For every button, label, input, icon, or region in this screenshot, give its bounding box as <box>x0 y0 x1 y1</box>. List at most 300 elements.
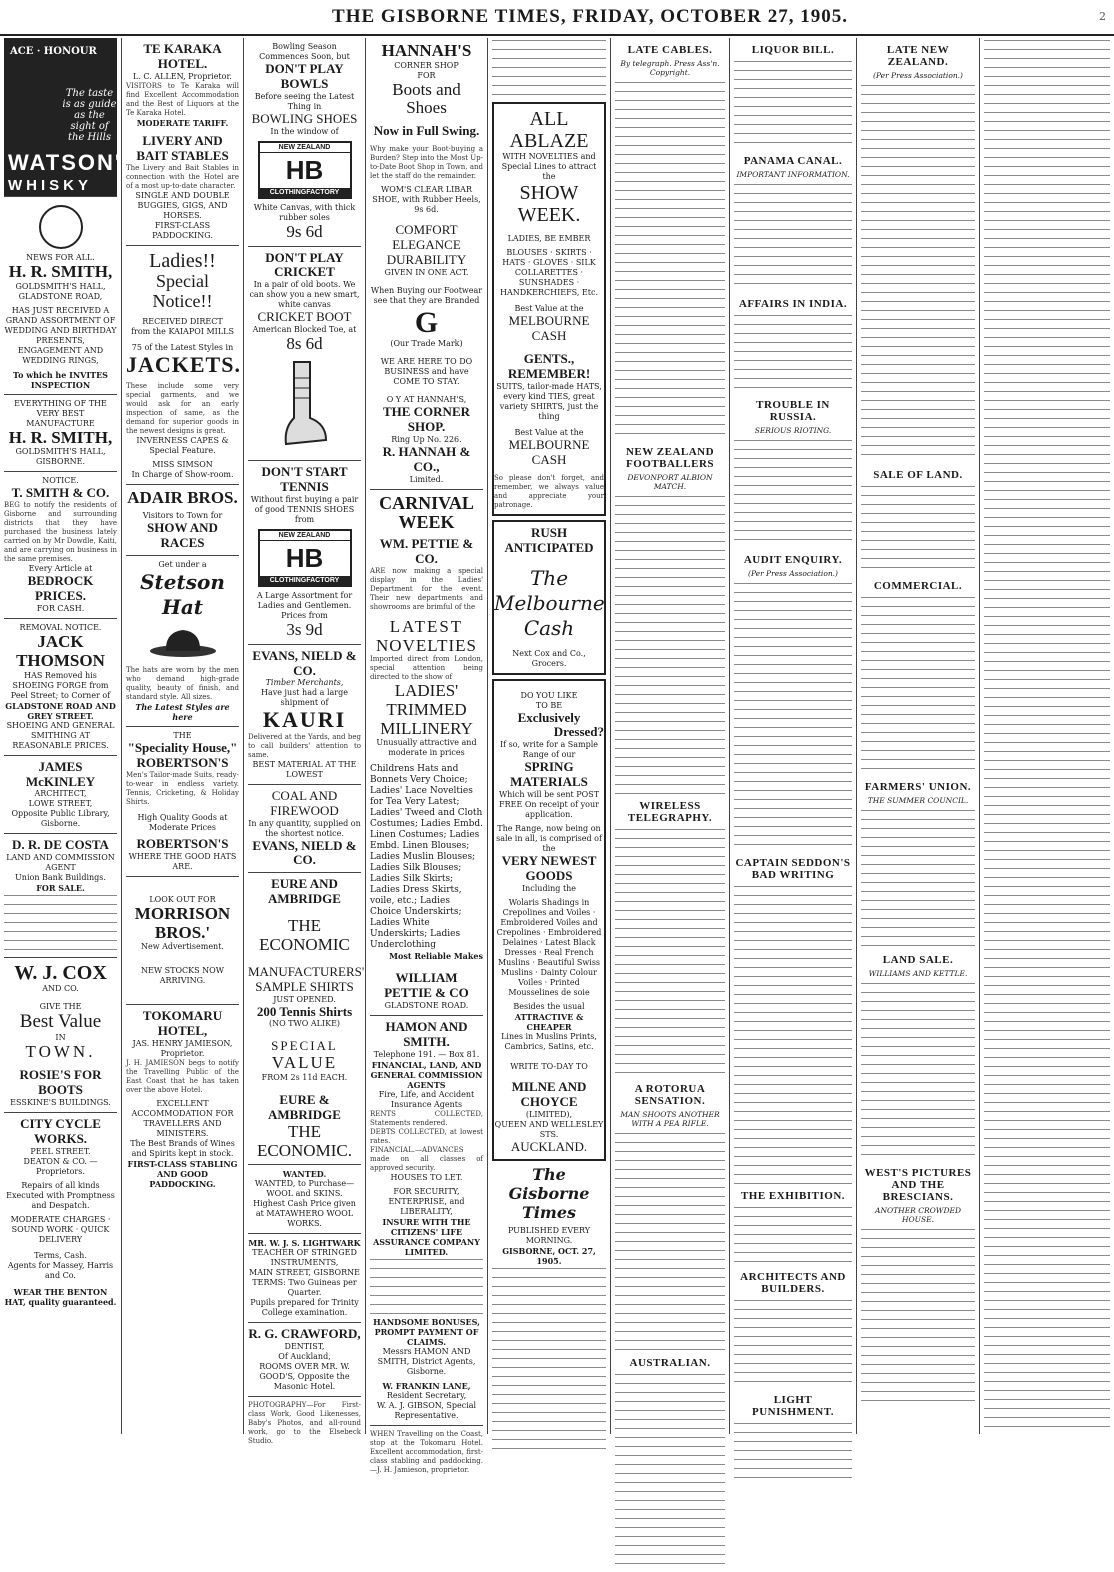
hannah-ltd: Limited. <box>409 474 444 484</box>
tokomaru-name: TOKOMARU HOTEL, <box>142 1008 223 1039</box>
late-nz-text <box>861 83 975 463</box>
dress-attract: ATTRACTIVE & CHEAPER <box>514 1012 584 1033</box>
hannah-for: FOR <box>417 70 436 80</box>
lightwark-name: MR. W. J. S. LIGHTWARK <box>248 1238 361 1249</box>
hamon-ins: Fire, Life, and Accident Insurance Agents <box>378 1090 475 1110</box>
lightwark-terms: TERMS: Two Guineas per Quarter. <box>252 1278 357 1298</box>
hannah-now: Now in Full Swing. <box>373 123 480 139</box>
cricket-price: 8s 6d <box>286 334 323 354</box>
evans2-name: EVANS, NIELD & CO. <box>252 837 357 868</box>
morrison-adv: New Advertisement. <box>141 942 224 952</box>
shoe-icon <box>280 358 330 448</box>
west-pictures-text <box>861 1227 975 1407</box>
ablaze-head: ALL ABLAZE <box>509 108 589 152</box>
carnival-head: CARNIVAL WEEK <box>379 492 474 533</box>
bowls-window: In the window of <box>270 126 339 136</box>
hat-icon <box>148 624 218 658</box>
dress-dressed: Dressed? <box>553 724 604 740</box>
rush-cash: Cash <box>523 615 575 640</box>
dress-auckland: AUCKLAND. <box>510 1139 588 1154</box>
hb2-mark: HB <box>285 542 324 573</box>
bowls-sub: Before seeing the Latest Thing in <box>254 91 355 111</box>
cycle-prop: DEATON & CO. — Proprietors. <box>23 1156 98 1176</box>
ladies-charge: In Charge of Show-room. <box>131 469 234 479</box>
column-5 <box>488 38 611 1434</box>
farmers-union-text <box>861 808 975 948</box>
rotorua-text <box>615 1131 725 1351</box>
eure-samples: SAMPLE SHIRTS <box>255 978 354 994</box>
commercial-head: COMMERCIAL. <box>873 580 963 592</box>
pettie-ad <box>370 490 483 1017</box>
hamon-agents: Messrs HAMON AND SMITH, District Agents, Gisborne. <box>377 1347 476 1377</box>
column-6 <box>611 38 730 1434</box>
livery-buggies: SINGLE AND DOUBLE BUGGIES, GIGS, AND HORSES. <box>135 190 230 220</box>
cricket-item: CRICKET BOOT <box>257 309 352 325</box>
evans-sub: Delivered at the Yards, and beg to call builders' attention to same. <box>248 732 361 759</box>
eure-the: THE ECONOMIC <box>259 916 350 954</box>
hannah-when: When Buying our Footwear see that they are Branded <box>370 285 483 305</box>
travel-notice: WHEN Travelling on the Coast, stop at the Tokomaru Hotel. Excellent accommodation, first-class stabling and paddocking.—J. H. Jamieson, proprietor. <box>370 1430 483 1475</box>
hannah-name: HANNAH'S <box>381 41 472 60</box>
hamon-ad <box>370 1016 483 1426</box>
robertson-foot: WHERE THE GOOD HATS ARE. <box>128 851 237 871</box>
smith-intro: NEWS FOR ALL. <box>26 253 95 262</box>
cycle-cash: Terms, Cash. <box>34 1250 87 1260</box>
india-head: AFFAIRS IN INDIA. <box>738 298 848 310</box>
cycle-terms: MODERATE CHARGES · SOUND WORK · QUICK DELIVERY <box>10 1214 111 1244</box>
eure-value: VALUE <box>271 1053 338 1073</box>
hamon-citizens: INSURE WITH THE CITIZENS' LIFE ASSURANCE COMPANY LIMITED. <box>373 1217 480 1258</box>
hannah-o: O Y AT HANNAH'S, <box>386 394 467 404</box>
cox-rosie: ROSIE'S FOR BOOTS <box>19 1066 102 1097</box>
audit-head: AUDIT ENQUIRY. <box>743 554 843 566</box>
smith-name: H. R. SMITH, <box>8 262 113 281</box>
rush-the: The <box>529 565 569 590</box>
rush-melbourne: Melbourne <box>494 590 605 615</box>
seddon-text <box>734 884 852 1184</box>
india-text <box>734 313 852 393</box>
hannah-durability: DURABILITY <box>386 251 467 267</box>
evans-best: BEST MATERIAL AT THE LOWEST <box>252 759 357 779</box>
adair-visit: Visitors to Town for <box>142 511 223 521</box>
hb-mark: HB <box>285 154 324 185</box>
footballers-head: NEW ZEALAND FOOTBALLERS <box>625 446 715 470</box>
costa-ad <box>4 834 117 958</box>
pettie-trimmed: TRIMMED <box>386 700 467 720</box>
ladies-head: Ladies!! <box>149 249 216 272</box>
tokomaru-brands: The Best Brands of Wines and Spirits kept in stock. <box>130 1139 235 1159</box>
costa-sale: FOR SALE. <box>36 883 85 894</box>
stetson-intro: Get under a <box>158 560 207 570</box>
smith-ad-2 <box>4 395 117 473</box>
architects-text <box>734 1298 852 1388</box>
sale-of-land-head: SALE OF LAND. <box>873 469 963 481</box>
watsons-name: WATSON'S <box>8 150 139 175</box>
morrison-look: LOOK OUT FOR <box>149 894 216 904</box>
pettie-list: Childrens Hats and Bonnets Very Choice; Ladies' Lace Novelties for Tea Very Latest; Ladies' Tweed and Cloth Costumes; Ladies Embd. Linen Costumes; Ladies Embd. Linen Blouses; Ladies Muslin Blouses; Ladies Silk Blouses; Ladies Silk Skirts; Ladies Dress Skirts, voile, etc.; Ladies Choice Underskirts; Ladies White Underskirts; Ladies Underclothing <box>370 764 483 951</box>
evans-kauri: KAURI <box>262 707 347 733</box>
eure-from: FROM 2s 11d EACH. <box>261 1073 348 1083</box>
hb-logo-1 <box>258 141 352 199</box>
hamon-debts: DEBTS COLLECTED, at lowest rates. <box>370 1128 483 1146</box>
hannah-ring: Ring Up No. 226. <box>391 434 462 444</box>
hannah-trade: (Our Trade Mark) <box>390 338 463 348</box>
mckinlay-name: JAMES McKINLEY <box>25 758 96 789</box>
stetson-ad <box>126 556 239 727</box>
late-nz-head: LATE NEW ZEALAND. <box>886 44 950 68</box>
architects-head: ARCHITECTS AND BUILDERS. <box>740 1271 846 1295</box>
bowls-item: BOWLING SHOES <box>251 110 358 126</box>
hannah-list: WOM'S CLEAR LIBAR SHOE, with Rubber Heels, 9s 6d. <box>372 185 481 214</box>
adair-name: ADAIR BROS. <box>127 487 238 507</box>
cricket-sub: American Blocked Toe, at <box>252 325 357 335</box>
dress-so: If so, write for a Sample Range of our <box>499 740 599 760</box>
audit-text <box>734 581 852 851</box>
wanted-body: WANTED, to Purchase—WOOL and SKINS. <box>254 1179 355 1199</box>
mckinlay-addr: LOWE STREET, <box>28 799 93 809</box>
hannah-body: Why make your Boot-buying a Burden? Step into the Most Up-to-Date Boot Shop in Town, and let the staff do the remainder. <box>370 145 484 180</box>
bowls-intro: Bowling Season Commences Soon, but <box>259 42 350 61</box>
pettie-ladies: LADIES' <box>394 681 459 701</box>
audit-sub: (Per Press Association.) <box>748 569 838 578</box>
punishment-head: LIGHT PUNISHMENT. <box>752 1394 834 1418</box>
hb2-top: NEW ZEALAND <box>260 531 350 541</box>
hb-top: NEW ZEALAND <box>260 143 350 153</box>
rush-next: Next Cox and Co., Grocers. <box>512 648 586 668</box>
late-cables-sub: By telegraph. Press Ass'n. Copyright. <box>620 59 720 77</box>
dress-besides: Besides the usual <box>513 1002 585 1012</box>
russia-head: TROUBLE IN RUSSIA. <box>756 399 830 423</box>
evans-kauri-ad <box>248 645 361 785</box>
tokomaru-accom: EXCELLENT ACCOMMODATION FOR TRAVELLERS AND MINISTERS. <box>131 1099 234 1139</box>
evans-body: Have just had a large shipment of <box>261 688 348 708</box>
hannah-elegance: ELEGANCE <box>392 236 461 252</box>
dress-newest: VERY NEWEST GOODS <box>501 853 597 884</box>
hannah-corner: THE CORNER SHOP. <box>382 403 471 434</box>
karaka-ad <box>126 38 239 246</box>
panama-head: PANAMA CANAL. <box>743 155 843 167</box>
gisborne-times-title: The Gisborne Times <box>508 1164 590 1222</box>
late-cables-head: LATE CABLES. <box>627 44 713 56</box>
cricket-body: In a pair of old boots. We can show you a new smart, white canvas <box>249 280 360 310</box>
livery-foot: FIRST-CLASS PADDOCKING. <box>152 220 213 240</box>
ablaze-list: BLOUSES · SKIRTS · HATS · GLOVES · SILK COLLARETTES · SUNSHADES · HANDKERCHIEFS, Etc. <box>499 248 598 297</box>
rush-ad <box>492 520 606 675</box>
assort-line: A Large Assortment for Ladies and Gentlemen. Prices from <box>256 590 353 620</box>
pettie-body: ARE now making a special display in the Ladies' Department for the event. Their new departments and showrooms are brimful of the <box>370 567 483 612</box>
hannah-co: R. HANNAH & CO., <box>382 443 471 474</box>
column-8 <box>857 38 980 1434</box>
notice-big: BEDROCK PRICES. <box>27 573 94 604</box>
crawford-ad <box>248 1323 361 1397</box>
lusk-role: Resident Secretary, <box>386 1391 467 1401</box>
wanted-head: WANTED. <box>282 1169 327 1180</box>
hannah-given: GIVEN IN ONE ACT. <box>384 267 469 277</box>
lightwark-foot: Pupils prepared for Trinity College examination. <box>250 1298 359 1318</box>
lusk-sub: W. A. J. GIBSON, Special Representative. <box>376 1401 477 1421</box>
hamon-bonuses: HANDSOME BONUSES, PROMPT PAYMENT OF CLAIMS. <box>373 1317 480 1348</box>
footballers-sub: DEVONPORT ALBION MATCH. <box>627 473 713 491</box>
dress-ltd: (LIMITED), <box>525 1110 573 1119</box>
farmers-union-sub: THE SUMMER COUNCIL. <box>867 796 969 805</box>
hb-logo-2 <box>258 529 352 587</box>
ladies-capes: INVERNESS CAPES & Special Feature. <box>136 435 229 455</box>
dress-ad <box>492 679 606 1161</box>
commercial-text <box>861 595 975 775</box>
robertson-quality: High Quality Goods at Moderate Prices <box>137 812 228 832</box>
dress-excl: Exclusively <box>517 709 581 725</box>
ablaze-please: So please don't forget, and remember, we always value and appreciate your patronage. <box>494 473 604 509</box>
morrison-ad <box>126 877 239 1005</box>
cycle-ad <box>4 1113 117 1311</box>
dress-milne: MILNE AND CHOYCE <box>511 1079 587 1110</box>
column-2 <box>122 38 244 1434</box>
tennis-ad <box>248 461 361 645</box>
gisborne-times-date: GISBORNE, OCT. 27, 1905. <box>502 1245 596 1266</box>
hamon-fin2: FINANCIAL.—ADVANCES made on all classes of approved security. <box>370 1146 483 1173</box>
rotorua-head: A ROTORUA SENSATION. <box>634 1083 706 1107</box>
robertson-name: ROBERTSON'S <box>136 755 229 771</box>
australian-head: AUSTRALIAN. <box>629 1357 711 1369</box>
smith2-intro: EVERYTHING OF THE VERY BEST MANUFACTURE <box>14 398 107 428</box>
land-sale-sub: WILLIAMS AND KETTLE. <box>868 969 968 978</box>
notice-body: BEG to notify the residents of Gisborne and surrounding districts that they have purchased the business lately carried on by Mr Dowdle, Kaiti, and are carrying on business in the same premises. <box>4 501 117 564</box>
ablaze-suits: SUITS, tailor-made HATS, every kind TIES, great variety SHIRTS, just the thing <box>496 381 602 421</box>
dress-incl: Including the <box>521 884 577 894</box>
bowls-ad <box>248 38 361 247</box>
pettie-sub: Imported direct from London, special attention being directed to the show of <box>370 655 483 682</box>
removal-street: GLADSTONE ROAD AND GREY STREET. <box>5 700 116 721</box>
notice-name: T. SMITH & CO. <box>11 485 110 501</box>
wanted-ad <box>248 1165 361 1234</box>
eure-name: EURE AND AMBRIDGE <box>268 876 341 907</box>
hamon-name: HAMON AND SMITH. <box>385 1019 468 1050</box>
eure-alike: (NO TWO ALIKE) <box>268 1019 341 1029</box>
lightwark-addr: MAIN STREET, GISBORNE <box>249 1268 360 1278</box>
cricket-head: DON'T PLAY CRICKET <box>265 249 344 280</box>
adair-ad <box>126 485 239 557</box>
karaka-prop: L. C. ALLEN, Proprietor. <box>133 71 232 81</box>
australian-text <box>615 1372 725 1572</box>
hamon-tel: Telephone 191. — Box 81. <box>373 1050 480 1060</box>
masthead <box>0 0 1114 36</box>
smith2-name: H. R. SMITH, <box>8 427 113 447</box>
ladies-styles: 75 of the Latest Styles in <box>131 343 234 353</box>
hannah-here: WE ARE HERE TO DO BUSINESS and have COME TO STAY. <box>380 356 473 386</box>
dress-write: WRITE TO-DAY TO <box>510 1062 588 1072</box>
ablaze-ad <box>492 102 606 516</box>
late-nz-sub: (Per Press Association.) <box>873 71 963 80</box>
pettie-novelties: NOVELTIES <box>376 635 477 655</box>
cox-foot: ESSKINE'S BUILDINGS. <box>10 1097 111 1107</box>
russia-text <box>734 438 852 548</box>
stetson-name: Stetson Hat <box>140 570 225 620</box>
eure-tennis: 200 Tennis Shirts <box>256 1003 353 1019</box>
smith-ad-1 <box>4 197 117 395</box>
ablaze-best2: Best Value at the <box>514 427 584 437</box>
cox-ad <box>4 958 117 1112</box>
pettie2-name: WILLIAM PETTIE & CO <box>384 970 469 1001</box>
karaka-body: VISITORS to Te Karaka will find Excellent Accommodation and the Best of Liquors at the Te Karaka Hotel. <box>126 81 239 117</box>
cox-town: TOWN. <box>25 1042 96 1062</box>
cox-best: Best Value <box>19 1011 102 1033</box>
cycle-sub: PEEL STREET. <box>30 1146 91 1156</box>
pettie-name: WM. PETTIE & CO. <box>379 536 474 567</box>
ladies-miss: MISS SIMSON <box>152 459 213 469</box>
page-number: 2 <box>1099 10 1106 23</box>
costa-listing <box>4 893 117 953</box>
robertson-name-2: ROBERTSON'S <box>136 835 229 851</box>
column-3 <box>244 38 366 1446</box>
hannah-ad <box>370 38 483 490</box>
sale-of-land-text <box>861 484 975 574</box>
stetson-latest: The Latest Styles are here <box>135 702 230 723</box>
removal-body: HAS Removed his SHOEING FORGE from Peel Street; to Corner of <box>10 670 111 700</box>
exhibition-text <box>734 1205 852 1265</box>
lusk-name: W. FRANKIN LANE, <box>382 1381 471 1392</box>
eure-manu: MANUFACTURERS' <box>248 963 365 979</box>
ablaze-cash: MELBOURNE CASH <box>508 313 590 343</box>
eure-special: SPECIAL <box>271 1038 338 1054</box>
mckinlay-ad <box>4 756 117 835</box>
liquor-text <box>734 59 852 149</box>
ladies-recv: RECEIVED DIRECT <box>142 317 223 327</box>
hb2-bottom: CLOTHINGFACTORY <box>260 576 350 585</box>
hb-bottom: CLOTHINGFACTORY <box>260 188 350 197</box>
karaka-name: TE KARAKA HOTEL. <box>143 41 222 71</box>
dress-queen: QUEEN AND WELLESLEY STS. <box>494 1120 604 1139</box>
lightwark-ad <box>248 1234 361 1323</box>
removal-ad <box>4 619 117 755</box>
tokomaru-prop: JAS. HENRY JAMIESON, Proprietor. <box>132 1039 233 1059</box>
hannah-mark: G <box>414 305 439 339</box>
farmers-union-head: FARMERS' UNION. <box>864 781 972 793</box>
pettie2-addr: GLADSTONE ROAD. <box>384 1001 469 1011</box>
ablaze-sub: WITH NOVELTIES and Special Lines to attract the <box>501 152 597 181</box>
ladies-ad <box>126 246 239 485</box>
eure-ad <box>248 873 365 1165</box>
dress-q: DO YOU LIKE <box>520 690 578 700</box>
costa-role: LAND AND COMMISSION AGENT <box>6 853 115 873</box>
hannah-item: Boots and Shoes <box>392 79 461 118</box>
exhibition-head: THE EXHIBITION. <box>740 1190 846 1202</box>
watsons-whisky: WHISKY <box>8 177 92 194</box>
crawford-name: R. G. CRAWFORD, <box>248 1326 361 1342</box>
adair-show: SHOW AND RACES <box>147 520 218 551</box>
rush-head: RUSH ANTICIPATED <box>504 524 594 555</box>
hamon-rents: RENTS COLLECTED, Statements rendered. <box>370 1110 483 1128</box>
ablaze-ladies: LADIES, BE EMBER <box>507 234 591 243</box>
removal-foot: SHOEING AND GENERAL SMITHING AT REASONABLE PRICES. <box>6 720 115 750</box>
pettie-latest: LATEST <box>389 617 464 637</box>
ladies-notice: Special Notice!! <box>152 270 213 311</box>
column-1 <box>0 38 139 1434</box>
robertson-the: THE <box>173 731 192 741</box>
smith-sub: GOLDSMITH'S HALL, GLADSTONE ROAD, <box>15 281 106 301</box>
assort-price: 3s 9d <box>286 619 323 639</box>
column-4 <box>366 38 488 1475</box>
footballers-text <box>615 494 725 794</box>
punishment-text <box>734 1421 852 1481</box>
cycle-foot: WEAR THE BENTON HAT, quality guaranteed. <box>4 1286 117 1307</box>
robertson-special: "Speciality House," <box>127 740 238 756</box>
cox-in: IN <box>55 1033 66 1043</box>
panama-text <box>734 182 852 292</box>
cycle-agents: Agents for Massey, Harris and Co. <box>7 1260 114 1280</box>
cycle-body: Repairs of all kinds Executed with Promptness and Despatch. <box>6 1180 115 1210</box>
photo-notice: PHOTOGRAPHY—For First-class Work, Good Likenesses, Baby's Photos, and all-round work, go to the Elsebeck Studio. <box>248 1401 361 1446</box>
west-pictures-sub: ANOTHER CROWDED HOUSE. <box>875 1206 961 1224</box>
cox-give: GIVE THE <box>39 1002 82 1012</box>
evans-name: EVANS, NIELD & CO. <box>252 647 357 678</box>
livery-head: LIVERY AND <box>142 132 223 148</box>
column-9 <box>980 38 1114 1434</box>
mckinlay-foot: Opposite Public Library, Gisborne. <box>11 809 110 829</box>
smith-foot: To which he INVITES INSPECTION <box>13 369 108 390</box>
notice-sub: Every Article at <box>28 564 93 574</box>
robertson-ad <box>126 727 239 877</box>
watsons-tagline: The taste is as guide as the sight of the Hills <box>62 88 117 143</box>
eure2-the: THE ECONOMIC. <box>257 1121 352 1160</box>
ablaze-gents: GENTS., REMEMBER! <box>507 350 591 381</box>
dress-lines: Lines in Muslins Prints, Cambrics, Satins, etc. <box>501 1032 597 1052</box>
dress-spring: SPRING MATERIALS <box>510 759 588 790</box>
tennis-head: DON'T START TENNIS <box>261 464 348 494</box>
west-pictures-head: WEST'S PICTURES AND THE BRESCIANS. <box>864 1167 972 1203</box>
hamon-sec: FOR SECURITY, ENTERPRISE, and LIBERALITY, <box>388 1187 465 1217</box>
land-sale-text <box>861 981 975 1161</box>
gisborne-times-pub: PUBLISHED EVERY MORNING. <box>507 1225 591 1245</box>
watsons-top: ACE · HONOUR <box>10 46 97 57</box>
pettie-most: Most Reliable Makes <box>389 951 483 962</box>
tokomaru-body: J. H. JAMIESON begs to notify the Travelling Public of the East Coast that he has taken over the above Hotel. <box>126 1059 239 1095</box>
tokomaru-ad <box>126 1005 239 1193</box>
smith2-sub: GOLDSMITH'S HALL, GISBORNE. <box>15 447 106 467</box>
crawford-sub: Of Auckland, <box>278 1352 331 1362</box>
hamon-fin: FINANCIAL, LAND, AND GENERAL COMMISSION AGENTS <box>370 1060 483 1091</box>
notice-head: NOTICE. <box>42 476 79 486</box>
cox-name: W. J. COX <box>14 962 107 985</box>
tokomaru-foot: FIRST-CLASS STABLING AND GOOD PADDOCKING. <box>127 1159 238 1190</box>
clock-icon <box>39 205 83 249</box>
costa-sub: Union Bank Buildings. <box>15 873 106 883</box>
lightwark-role: TEACHER OF STRINGED INSTRUMENTS, <box>252 1248 357 1268</box>
evans-trade: Timber Merchants, <box>265 678 344 688</box>
mckinlay-role: ARCHITECT, <box>34 789 87 799</box>
morrison-name: MORRISON BROS.' <box>134 903 231 942</box>
morrison-stock: NEW STOCKS NOW ARRIVING. <box>141 966 224 986</box>
pettie-uni: Unusually attractive and moderate in prices <box>376 738 477 758</box>
ablaze-show: SHOW WEEK. <box>517 182 581 226</box>
coal-head: COAL AND FIREWOOD <box>270 787 339 818</box>
watsons-whisky-ad <box>4 38 139 197</box>
livery-body: The Livery and Bait Stables in connection with the Hotel are of a most up-to-date character. <box>126 163 239 190</box>
newspaper-title: THE GISBORNE TIMES, FRIDAY, OCTOBER 27, 1905. <box>332 6 848 27</box>
ladies-jackets: JACKETS. <box>126 352 241 378</box>
wanted-foot: Highest Cash Price given at MATAWHERO WOOL WORKS. <box>253 1199 356 1229</box>
hannah-comfort: COMFORT <box>395 222 458 237</box>
canvas-line: White Canvas, with thick rubber soles <box>253 202 356 222</box>
dress-to: TO BE <box>535 700 563 710</box>
seddon-head: CAPTAIN SEDDON'S BAD WRITING <box>735 857 851 881</box>
crawford-foot: ROOMS OVER MR. W. GOOD'S, Opposite the Masonic Hotel. <box>259 1362 350 1392</box>
late-cables-text <box>615 80 725 440</box>
cycle-name: CITY CYCLE WORKS. <box>20 1115 101 1146</box>
coal-ad <box>248 785 361 874</box>
russia-sub: SERIOUS RIOTING. <box>754 426 832 435</box>
eure2-name: EURE & AMBRIDGE <box>268 1092 341 1122</box>
rotorua-sub: MAN SHOOTS ANOTHER WITH A PEA RIFLE. <box>620 1110 720 1128</box>
